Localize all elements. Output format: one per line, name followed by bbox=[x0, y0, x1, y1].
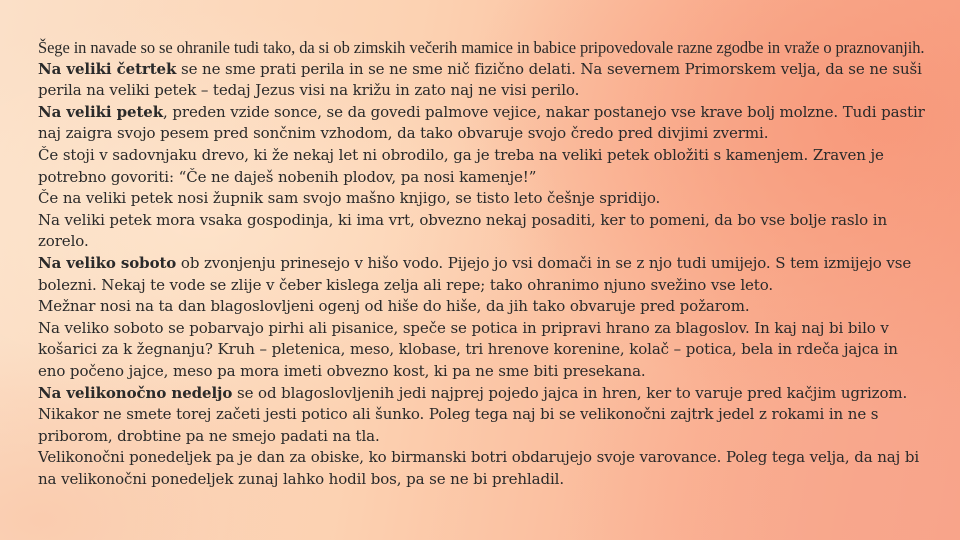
paragraph-text: Mežnar nosi na ta dan blagoslovljeni ogenj od hiše do hiše, da jih tako obvaruje pred požarom. bbox=[38, 297, 750, 316]
paragraph-text: Na veliko soboto se pobarvajo pirhi ali pisanice, speče se potica in pripravi hrano za blagoslov. In kaj naj bi bilo v košarici za k žegnanju? Kruh – pletenica, meso, klobase, tri hrenove korenine, kolač – potica, bela in rdeča jajca in eno počeno jajce, meso pa mora imeti obvezno kost, ki pa ne sme biti presekana. bbox=[38, 318, 898, 380]
paragraph-veliki-petek bbox=[38, 102, 928, 145]
paragraph-veliki-cetrtek bbox=[38, 59, 928, 102]
paragraph-text: Če stoji v sadovnjaku drevo, ki že nekaj let ni obrodilo, ga je treba na veliki petek obložiti s kamenjem. Zraven je potrebno govoriti: “Če ne daješ nobenih plodov, pa nosi kamenje!” bbox=[38, 145, 884, 186]
paragraph-text: , preden vzide sonce, se da govedi palmove vejice, nakar postanejo vse krave bolj molzne. Tudi pastir naj zaigra svojo pesem pred sončnim vzhodom, da tako obvaruje svojo čredo pred divjimi zvermi. bbox=[38, 102, 925, 143]
paragraph-heading: Na veliko soboto bbox=[38, 253, 177, 272]
slide-body bbox=[38, 37, 928, 490]
paragraph-pirhi bbox=[38, 318, 928, 383]
paragraph-meznar bbox=[38, 296, 928, 318]
paragraph-intro bbox=[38, 37, 928, 59]
paragraph-heading: Na veliki petek bbox=[38, 102, 164, 121]
paragraph-text: se ne sme prati perila in se ne sme nič fizično delati. Na severnem Primorskem velja, da se ne suši perila na veliki petek – tedaj Jezus visi na križu in zato naj ne visi perilo. bbox=[38, 59, 922, 100]
paragraph-text: Velikonočni ponedeljek pa je dan za obiske, ko birmanski botri obdarujejo svoje varovance. Poleg tega velja, da naj bi na velikonočni ponedeljek zunaj lahko hodil bos, pa se ne bi prehladil. bbox=[38, 448, 920, 488]
paragraph-zupnik bbox=[38, 188, 928, 210]
paragraph-text: se od blagoslovljenih jedi najprej pojedo jajca in hren, ker to varuje pred kačjim ugrizom. Nikakor ne smete torej začeti jesti potico ali šunko. Poleg tega naj bi se velikonočni zajtrk jedel z rokami in ne s priborom, drobtine pa ne smejo padati na tla. bbox=[38, 383, 908, 445]
paragraph-velika-sobota bbox=[38, 253, 928, 296]
paragraph-text: ob zvonjenju prinesejo v hišo vodo. Pijejo jo vsi domači in se z njo tudi umijejo. S tem izmijejo vse bolezni. Nekaj te vode se zlije v čeber kislega zelja ali repe; tako ohranimo njuno svežino vse leto. bbox=[38, 253, 912, 294]
paragraph-text: Če na veliki petek nosi župnik sam svojo mašno knjigo, se tisto leto češnje spridijo. bbox=[38, 189, 661, 208]
paragraph-text: Na veliki petek mora vsaka gospodinja, ki ima vrt, obvezno nekaj posaditi, ker to pomeni, da bo vse bolje raslo in zorelo. bbox=[38, 210, 888, 251]
paragraph-sadovnjak bbox=[38, 145, 928, 188]
paragraph-velikonocni-ponedeljek bbox=[38, 447, 928, 490]
paragraph-velikonocna-nedelja bbox=[38, 383, 928, 448]
paragraph-text: Šege in navade so se ohranile tudi tako, da si ob zimskih večerih mamice in babice pripovedovale razne zgodbe in vraže o praznovanjih. bbox=[38, 38, 925, 57]
paragraph-gospodinja bbox=[38, 210, 928, 253]
paragraph-heading: Na velikonočno nedeljo bbox=[38, 383, 233, 402]
paragraph-heading: Na veliki četrtek bbox=[38, 59, 177, 78]
